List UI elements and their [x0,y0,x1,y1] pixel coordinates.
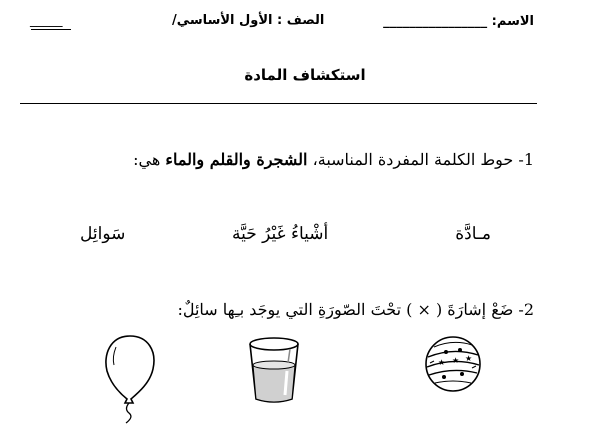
glass-of-water-icon[interactable] [246,335,302,405]
question-1 [133,150,534,169]
class-label: الصف : الأول الأساسي/ [172,13,325,28]
option-liquids[interactable]: سَوائِل [80,224,126,244]
question-1-prefix: 1- حوط الكلمة المفردة المناسبة، [312,150,534,169]
name-label: الاسم: ________________ [383,14,534,29]
svg-text:★: ★ [465,354,473,363]
page-title: استكشاف المادة [244,66,366,84]
class-blank[interactable]: _____ [30,13,63,28]
ball-icon[interactable] [422,335,484,393]
question-1-suffix: هي: [133,150,161,169]
question-1-bold: الشجرة والقلم والماء [165,150,308,169]
option-matter[interactable]: مـادَّة [455,224,491,244]
class-blank-line [31,29,71,30]
option-nonliving-things[interactable]: أشْياءُ غَيْرُ حَيَّة [232,224,329,244]
svg-text:★: ★ [452,356,460,365]
question-2: 2- ضَعْ إشارَةَ ( × ) تحْتَ الصّورَةِ التي يوجَد بـِها سائِلٌ: [177,300,534,319]
balloon-icon[interactable] [100,333,160,423]
title-divider [20,103,537,104]
svg-text:★: ★ [438,358,446,367]
